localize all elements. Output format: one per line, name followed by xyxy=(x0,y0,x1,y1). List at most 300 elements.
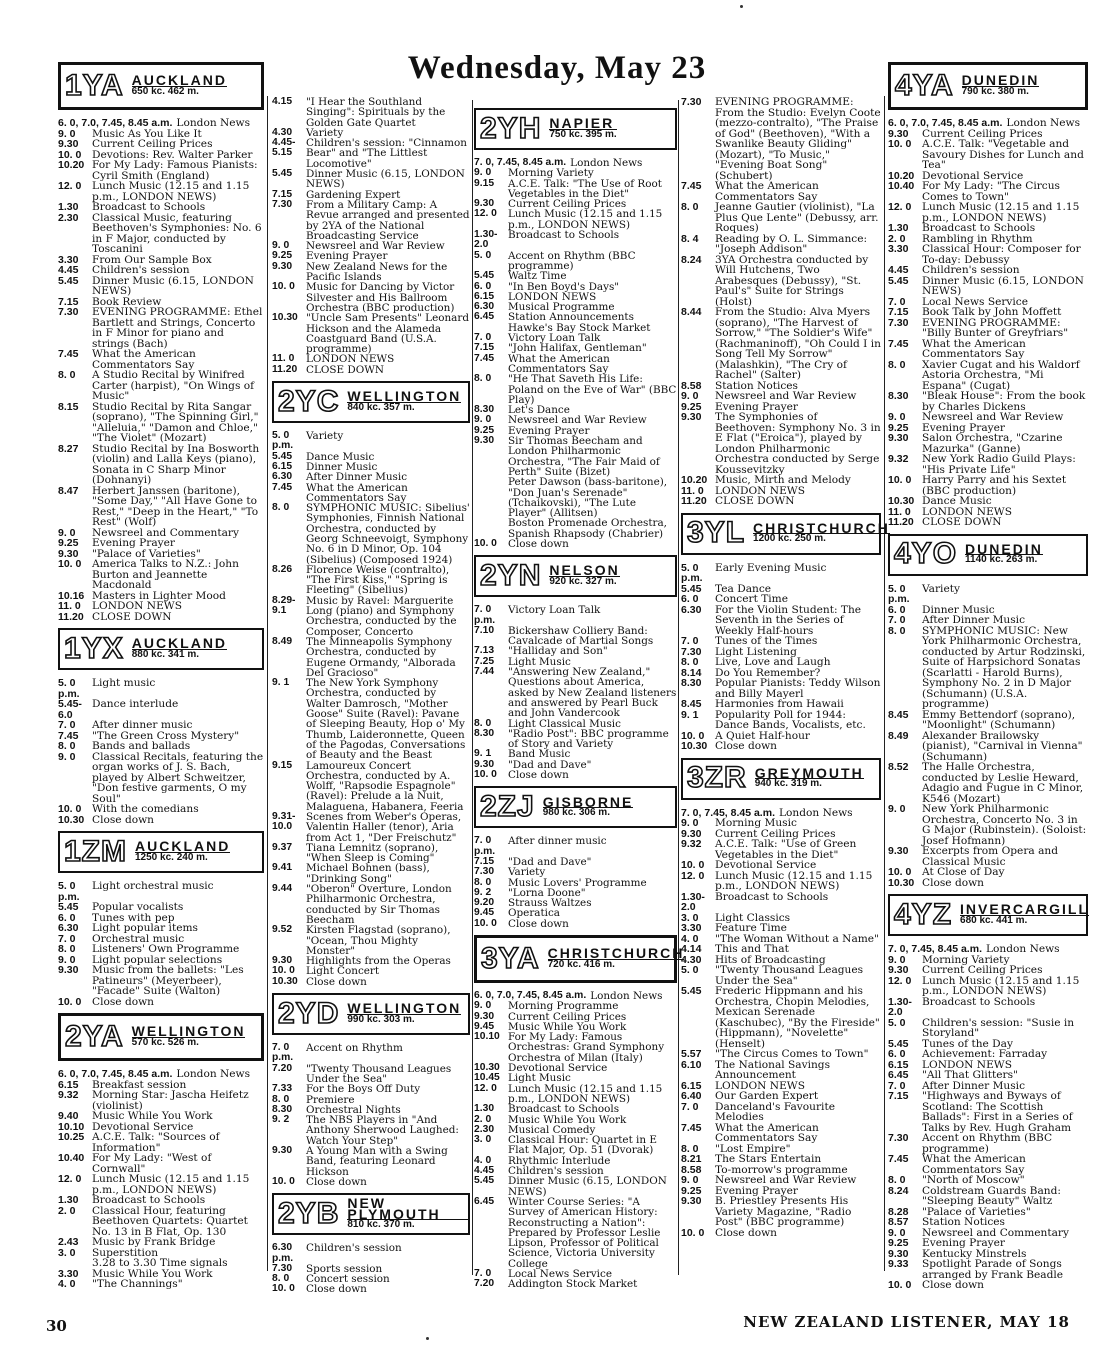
programme-title: EVENING PROGRAMME: "Billy Bunter of Greyfriars" xyxy=(922,316,1069,339)
programme-item xyxy=(681,678,881,699)
programme-item xyxy=(474,436,677,477)
programme-time: 10. 0 xyxy=(681,729,705,742)
programme-title: Evening Prayer xyxy=(715,1184,798,1197)
programme-item xyxy=(58,349,264,370)
programme-time: 1.30 xyxy=(58,201,79,213)
programme-title: Morning Variety xyxy=(508,167,594,180)
programme-title: For the Boys Off Duty xyxy=(306,1083,421,1096)
programme-item xyxy=(681,710,881,731)
programme-title: London News xyxy=(1006,117,1081,129)
programme-title: Variety xyxy=(922,582,960,595)
programme-time: 9.25 xyxy=(58,537,79,549)
programme-time: 8.30 xyxy=(681,677,702,689)
programme-item xyxy=(681,605,881,637)
programme-time: 6.15 xyxy=(888,1058,909,1071)
programme-title: Sports session xyxy=(306,1262,383,1275)
programme-title: Book Review xyxy=(92,295,162,308)
programme-time: 7.45 xyxy=(58,348,79,360)
station-name: CHRISTCHURCH xyxy=(753,519,890,536)
programme-title: Feature Time xyxy=(715,922,787,934)
programme-title: Dance interlude xyxy=(92,698,179,710)
programme-time: 4. 0 xyxy=(681,932,699,945)
programme-title: "Lost Empire" xyxy=(715,1142,791,1155)
programme-title: Early Evening Music xyxy=(715,561,827,574)
programme-item xyxy=(681,839,881,860)
schedule-3zr xyxy=(681,808,881,1239)
programme-time: 9.41 xyxy=(272,862,293,874)
programme-time: 1.30 xyxy=(58,1194,79,1206)
programme-item xyxy=(272,884,470,925)
programme-title: Frederic Hippmann and his Orchestra, Chopin Melodies, Mexican Serenade (Kaschubec), "By the Fireside" (Hippmann), "Novelette" (Henselt) xyxy=(715,985,880,1050)
programme-time: 5. 0 p.m. xyxy=(58,880,80,903)
station-name: AUCKLAND xyxy=(135,838,231,854)
programme-item xyxy=(58,1153,264,1174)
programme-time: 10.30 xyxy=(888,876,915,889)
programme-item xyxy=(272,1064,470,1085)
programme-time: 9.33 xyxy=(888,1258,909,1270)
programme-title: Dinner Music xyxy=(922,603,995,616)
programme-item xyxy=(58,881,264,902)
programme-item xyxy=(681,818,881,829)
programme-item xyxy=(888,433,1088,454)
programme-item xyxy=(272,761,470,812)
programme-title: Children's session xyxy=(306,1242,402,1255)
programme-time: 9. 0 xyxy=(681,390,699,402)
programme-time: 8.44 xyxy=(681,306,702,318)
programme-item xyxy=(272,169,470,190)
station-frequency: 650 kc. 462 m. xyxy=(131,85,199,97)
programme-item xyxy=(272,1274,470,1284)
programme-item xyxy=(272,596,470,637)
programme-item xyxy=(888,391,1088,412)
programme-time: 6.30 p.m. xyxy=(272,1242,294,1264)
programme-title: A Studio Recital by Winifred Carter (harpist), "On Wings of Music" xyxy=(92,369,255,402)
schedule-4yo xyxy=(888,584,1088,889)
programme-time: 12. 0 xyxy=(681,869,705,882)
programme-time: 8.29-9.1 xyxy=(272,594,296,617)
programme-title: Gardening Expert xyxy=(306,188,401,201)
programme-title: Children's session xyxy=(508,1165,604,1178)
programme-time: 3. 0 xyxy=(474,1134,492,1146)
programme-item xyxy=(888,265,1088,276)
programme-title: Let's Dance xyxy=(508,404,570,417)
station-call-sign: 4YO xyxy=(894,537,958,571)
programme-time: 10. 0 xyxy=(272,1175,295,1187)
programme-title: Light Classics xyxy=(715,911,791,924)
programme-item xyxy=(474,760,677,770)
programme-time: 6. 0, 7.0, 7.45, 8.45 a.m. xyxy=(888,117,1003,129)
programme-time: 2. 0 xyxy=(474,1113,492,1125)
programme-title: Newsreel and War Review xyxy=(306,240,445,253)
programme-time: 9. 0 xyxy=(474,414,492,426)
programme-item xyxy=(681,97,881,181)
schedule-2yh xyxy=(474,158,677,549)
programme-title: Children's session: "Susie in Storyland" xyxy=(922,1016,1075,1039)
programme-item xyxy=(474,1176,677,1197)
programme-time: 9.40 xyxy=(58,1110,79,1122)
programme-title: Lunch Music (12.15 and 1.15 p.m., LONDON NEWS) xyxy=(922,974,1080,997)
programme-item xyxy=(681,699,881,710)
programme-time: 5.45 xyxy=(681,582,702,595)
programme-title: A Young Man with a Swing Band, featuring Leonard Hickson xyxy=(306,1145,448,1178)
programme-time: 12. 0 xyxy=(888,974,912,987)
programme-item xyxy=(58,612,264,623)
programme-title: From Our Sample Box xyxy=(92,253,212,266)
programme-item xyxy=(474,209,677,230)
station-header-2yd xyxy=(272,993,470,1035)
programme-title: New York Philharmonic Orchestra, Concerto No. 3 in G Major (Rubinstein). (Soloist: Josef Hofmann) xyxy=(922,803,1087,847)
programme-time: 8.57 xyxy=(888,1216,909,1228)
programme-title: Waltz Time xyxy=(508,270,567,283)
programme-time: 8.58 xyxy=(681,1163,702,1176)
programme-time: 8. 0 xyxy=(58,740,76,752)
programme-time: 5. 0 p.m. xyxy=(58,677,80,700)
programme-title: London News xyxy=(590,990,663,1002)
programme-time: 6.10 xyxy=(681,1058,702,1071)
programme-item xyxy=(58,752,264,805)
programme-title: SYMPHONIC MUSIC: New York Philharmonic Orchestra, conducted by Artur Rodzinski, Suite of Harpsichord Sonatas (Scarlatti - Harold Burns), Symphony No. 2 in D Major (Schumann) (U.S.A. programme) xyxy=(922,624,1086,710)
programme-time: 9.25 xyxy=(888,1237,909,1249)
programme-time xyxy=(58,1258,92,1269)
programme-title: Tunes with pep xyxy=(92,911,175,924)
programme-time: 9.25 xyxy=(474,424,495,436)
programme-title: Broadcast to Schools xyxy=(508,1103,620,1116)
programme-time: 7.30 xyxy=(681,96,702,108)
programme-item xyxy=(272,812,470,843)
column-5 xyxy=(888,56,1088,1291)
programme-time: 7.15 xyxy=(474,342,495,354)
programme-title: Current Ceiling Prices xyxy=(92,138,213,150)
programme-time: 7.15 xyxy=(474,855,495,867)
programme-title: "Twenty Thousand Leagues Under the Sea" xyxy=(715,964,864,987)
programme-item xyxy=(681,412,881,475)
programme-time: 10.30 xyxy=(888,495,915,507)
programme-time: 8.30 xyxy=(474,727,495,739)
programme-item xyxy=(58,965,264,997)
programme-time: 9. 1 xyxy=(272,677,290,689)
station-header-1ya xyxy=(58,62,264,110)
station-header-3ya xyxy=(474,935,685,983)
programme-time: 8.14 xyxy=(681,666,702,679)
programme-title: Broadcast to Schools xyxy=(715,890,829,903)
programme-time: 7. 0 xyxy=(681,1100,699,1113)
schedule-3yl xyxy=(681,563,881,752)
programme-title: Music from the ballets: "Les Patineurs" (Meyerbeer), "Facade" Suite (Walton) xyxy=(92,964,244,997)
programme-item xyxy=(474,919,677,929)
programme-item xyxy=(58,1132,264,1153)
station-header-2yn xyxy=(474,555,677,597)
station-call-sign: 2YB xyxy=(278,1197,340,1231)
programme-title: Music While You Work xyxy=(508,1113,627,1126)
programme-item xyxy=(888,731,1088,763)
programme-title: Classical Recitals, featuring the organ works of J. S. Bach, played by Albert Schweitzer, "Don festive garments, O my Soul" xyxy=(92,750,264,805)
programme-time: 6. 0 xyxy=(474,280,492,292)
programme-time: 10. 0 xyxy=(58,148,82,161)
schedule-3ya-continued xyxy=(681,97,881,507)
programme-item xyxy=(888,1186,1088,1207)
programme-title: Close down xyxy=(922,1279,984,1291)
programme-title: Lunch Music (12.15 and 1.15 p.m., LONDON NEWS) xyxy=(508,208,663,231)
programme-title: Broadcast to Schools xyxy=(922,222,1036,234)
station-name: GREYMOUTH xyxy=(754,764,864,781)
programme-title: LONDON NEWS xyxy=(508,290,597,303)
programme-title: Book Talk by John Moffett xyxy=(922,306,1062,318)
programme-time: 6.45 xyxy=(888,1069,909,1081)
programme-title: CLOSE DOWN xyxy=(922,516,1002,528)
programme-time: 10. 0 xyxy=(272,1283,295,1295)
programme-title: Operatica xyxy=(508,907,560,920)
programme-time: 8.21 xyxy=(681,1153,702,1165)
programme-time: 8.30 xyxy=(474,404,495,416)
programme-time: 7.30 xyxy=(272,198,293,210)
programme-time: 2.30 xyxy=(474,1123,495,1135)
programme-time: 7.20 xyxy=(474,1278,495,1290)
programme-title: What the American Commentators Say xyxy=(508,352,610,375)
programme-item xyxy=(681,1175,881,1186)
programme-time: 8.49 xyxy=(888,729,909,742)
programme-title: Salon Orchestra, "Czarine Mazurka" (Ganne) xyxy=(922,432,1063,455)
programme-title: From a Military Camp: A Revue arranged and presented by 2YA of the National Broadcasting Service xyxy=(306,198,470,242)
programme-title: London News xyxy=(778,806,853,819)
station-header-1zm xyxy=(58,831,264,873)
programme-time: 3. 0 xyxy=(58,1246,76,1259)
programme-title: "Oberon" Overture, London Philharmonic Orchestra, conducted by Sir Thomas Beecham xyxy=(306,883,452,926)
programme-time: 9.30 xyxy=(58,138,79,150)
programme-time: 4. 0 xyxy=(474,1154,492,1166)
programme-title: Variety xyxy=(508,866,546,879)
programme-title: "I Hear the Southland Singing": Spirituals by the Golden Gate Quartet xyxy=(306,96,446,129)
programme-item xyxy=(58,1206,264,1238)
programme-title: Evening Prayer xyxy=(922,421,1005,434)
programme-time: 10.30 xyxy=(272,312,298,324)
programme-title: "Uncle Sam Presents" Leonard Hickson and the Alameda Coastguard Band (U.S.A. programme) xyxy=(306,312,469,356)
programme-title: Accent on Rhythm xyxy=(306,1042,403,1055)
programme-time: 8.24 xyxy=(681,253,702,266)
programme-time: 10. 0 xyxy=(272,281,295,293)
programme-title: Evening Prayer xyxy=(922,1237,1005,1249)
programme-time: 11. 0 xyxy=(681,484,704,497)
programme-title: Music for Dancing by Victor Silvester and His Ballroom Orchestra (BBC production) xyxy=(306,281,455,314)
programme-title: Dinner Music xyxy=(306,460,378,473)
programme-title: A.C.E. Talk: "Vegetable and Savoury Dishes for Lunch and Tea" xyxy=(922,138,1084,171)
programme-title: What the American Commentators Say xyxy=(922,337,1026,360)
programme-title: Current Ceiling Prices xyxy=(922,964,1043,976)
station-call-sign: 2YC xyxy=(278,384,340,418)
programme-time: 11. 0 xyxy=(272,353,295,365)
station-frequency: 720 kc. 416 m. xyxy=(547,958,615,970)
programme-item xyxy=(272,977,470,987)
station-frequency: 940 kc. 319 m. xyxy=(754,778,822,789)
programme-title: Dinner Music (6.15, LONDON NEWS) xyxy=(922,274,1084,297)
programme-time: 9.30 xyxy=(272,1145,293,1157)
programme-item xyxy=(474,770,677,780)
programme-title: Herbert Janssen (baritone), "Some Day," "All Have Gone to Rest," "Deep in the Heart," "To Rest" (Wolf) xyxy=(92,484,259,528)
programme-time: 9. 0 xyxy=(58,953,76,966)
programme-title: Emmy Bettendorf (soprano), "Moonlight" (Schumann) xyxy=(922,708,1076,731)
programme-item xyxy=(888,1217,1088,1228)
programme-title: At Close of Day xyxy=(922,866,1005,878)
programme-item xyxy=(681,307,881,381)
programme-item xyxy=(681,1228,881,1239)
print-speck xyxy=(426,1337,429,1340)
programme-item xyxy=(58,118,264,129)
programme-time: 8.15 xyxy=(58,400,79,413)
programme-item xyxy=(888,615,1088,626)
programme-time: 7. 0, 7.45, 8.45 a.m. xyxy=(888,943,982,955)
programme-item xyxy=(474,251,677,272)
programme-title: Lunch Music (12.15 and 1.15 p.m., LONDON NEWS) xyxy=(92,180,250,203)
programme-item xyxy=(58,402,264,444)
programme-time: 9. 0 xyxy=(681,817,699,829)
programme-time: 10. 0 xyxy=(888,138,912,150)
programme-title: Rhythmic Interlude xyxy=(508,1154,611,1167)
programme-item xyxy=(681,255,881,308)
programme-time: 9.45 xyxy=(474,907,495,919)
programme-time: 10.30 xyxy=(272,975,298,987)
station-name: AUCKLAND xyxy=(131,635,228,651)
programme-time: 7.30 xyxy=(681,645,702,658)
programme-time: 9. 0 xyxy=(888,803,906,815)
programme-time: 7. 0 xyxy=(888,614,906,626)
programme-item xyxy=(681,475,881,486)
programme-item xyxy=(474,179,677,200)
programme-time: 1.30 xyxy=(474,1103,495,1115)
programme-title: Tea Dance xyxy=(715,582,772,595)
programme-item xyxy=(888,1070,1088,1081)
programme-title: Lunch Music (12.15 and 1.15 p.m., LONDON NEWS) xyxy=(92,1173,250,1196)
programme-title: Broadcast to Schools xyxy=(922,995,1036,1008)
programme-item xyxy=(58,1174,264,1195)
programme-time: 11.20 xyxy=(888,516,914,528)
programme-time: 7.45 xyxy=(888,337,909,350)
programme-title: The Minneapolis Symphony Orchestra, conducted by Eugene Ormandy, "Alborada Del Gracioso" xyxy=(306,635,456,679)
programme-title: Newsreel and War Review xyxy=(508,414,647,427)
programme-title: Newsreel and Commentary xyxy=(922,1226,1069,1239)
programme-title: CLOSE DOWN xyxy=(92,610,172,623)
programme-title: Classical Hour, featuring Beethoven Quartets: Quartet No. 13 in B Flat, Op. 130 xyxy=(92,1204,248,1238)
station-frequency: 1250 kc. 240 m. xyxy=(135,851,208,863)
programme-title: "Dad and Dave" xyxy=(508,758,592,771)
programme-title: "He That Saveth His Life: Poland on the Eve of War" (BBC Play) xyxy=(508,373,677,406)
programme-time: 9.32 xyxy=(888,453,909,465)
programme-item xyxy=(474,667,677,718)
programme-time: 8.47 xyxy=(58,484,79,497)
programme-item xyxy=(888,1091,1088,1133)
programme-time: 5.45 xyxy=(58,274,79,287)
programme-item xyxy=(681,1091,881,1102)
programme-time: 10.30 xyxy=(681,740,708,752)
programme-title: LONDON NEWS xyxy=(715,484,805,497)
programme-time: 8. 0 xyxy=(681,201,699,213)
programme-item xyxy=(888,762,1088,804)
programme-item xyxy=(58,1258,264,1269)
programme-item xyxy=(681,741,881,752)
programme-title: Dinner Music (6.15, LONDON NEWS) xyxy=(508,1175,667,1198)
programme-title: Studio Recital by Rita Sangar (soprano), "The Spinning Girl," "Alleluia," "Damon and Chloe," "The Violet" (Mozart) xyxy=(92,400,259,444)
programme-title: Victory Loan Talk xyxy=(508,604,601,617)
programme-item xyxy=(888,867,1088,878)
programme-title: Light Classical Music xyxy=(508,717,621,730)
programme-time: 6.40 xyxy=(681,1090,702,1102)
programme-title: SYMPHONIC MUSIC: Sibelius' Symphonies, Finnish National Orchestra, conducted by Georg Schneevoigt, Symphony No. 6 in D Minor, Op. 104 (Sibelius) (Composed 1924) xyxy=(306,502,470,566)
programme-title: Breakfast session xyxy=(92,1078,187,1091)
schedule-2yc xyxy=(272,431,470,987)
programme-title: Light popular items xyxy=(92,922,198,934)
programme-time: 2.43 xyxy=(58,1236,79,1248)
programme-title: After dinner music xyxy=(92,719,193,731)
programme-title: "Bleak House": From the book by Charles Dickens xyxy=(922,390,1086,413)
programme-time: 7. 0 p.m. xyxy=(474,835,496,857)
station-header-2zj xyxy=(474,786,677,828)
programme-item xyxy=(681,594,881,605)
programme-item xyxy=(681,657,881,668)
programme-time: 9.30 xyxy=(888,432,909,444)
programme-title: Light Listening xyxy=(715,645,797,658)
programme-time: 10. 0 xyxy=(888,474,912,486)
programme-time: 5.45 xyxy=(474,1175,495,1187)
programme-time: 9.30 xyxy=(681,827,702,840)
programme-title: Local News Service xyxy=(508,1268,612,1281)
programme-time: 9.30 xyxy=(681,1195,702,1207)
programme-item xyxy=(58,678,264,699)
programme-time: 10. 0 xyxy=(474,917,497,929)
programme-time: 7.15 xyxy=(888,1090,909,1102)
programme-item xyxy=(272,313,470,354)
programme-time: 9.30 xyxy=(474,758,495,770)
programme-item xyxy=(681,1196,881,1228)
programme-title: After Dinner Music xyxy=(922,1079,1025,1092)
station-name: INVERCARGILL xyxy=(960,901,1090,917)
programme-title: LONDON NEWS xyxy=(922,505,1012,518)
programme-time: 11.20 xyxy=(272,363,298,375)
programme-title: This and That xyxy=(715,943,789,955)
programme-title: Newsreel and War Review xyxy=(922,411,1064,423)
programme-time: 7.13 xyxy=(474,645,495,657)
programme-title: Devotional Service xyxy=(922,169,1024,182)
schedule-2yn xyxy=(474,605,677,780)
schedule-2yb xyxy=(272,1243,470,1294)
programme-time: 8. 4 xyxy=(681,232,699,245)
programme-time: 9.30 xyxy=(474,198,495,210)
programme-item xyxy=(888,307,1088,318)
programme-title: Local News Service xyxy=(922,295,1028,308)
programme-item xyxy=(474,1279,677,1289)
programme-title: Light popular selections xyxy=(92,953,223,966)
programme-time: 5. 0 xyxy=(681,964,699,976)
programme-time: 8.49 xyxy=(272,635,293,647)
programme-item xyxy=(272,365,470,375)
programme-time: 10. 0 xyxy=(474,769,497,781)
station-header-3yl xyxy=(681,513,890,555)
programme-time: 7.30 xyxy=(272,1262,293,1274)
programme-item xyxy=(272,637,470,678)
column-rule xyxy=(884,96,885,1271)
programme-title: Dinner Music (6.15, LONDON NEWS) xyxy=(92,274,254,297)
programme-title: Dance Music xyxy=(306,450,375,463)
programme-time: 4. 0 xyxy=(58,1278,76,1290)
programme-time: 10. 0 xyxy=(681,859,705,871)
programme-title: Morning Variety xyxy=(922,953,1010,966)
programme-time: 8. 0 xyxy=(58,369,76,381)
programme-time: 9. 1 xyxy=(681,708,699,721)
station-frequency: 570 kc. 526 m. xyxy=(131,1036,199,1048)
programme-title: EVENING PROGRAMME: From the Studio: Evelyn Coote (mezzo-contralto), "The Praise of God" (Beethoven), "With a Swanlike Beauty Gliding" (Mozart), "To Music," "Evening Boat Song" (Schubert) xyxy=(715,96,881,182)
programme-time: 11.20 xyxy=(58,610,84,623)
programme-time: 6.30 xyxy=(58,922,79,934)
programme-time: 11.20 xyxy=(681,495,707,507)
programme-item xyxy=(888,339,1088,360)
programme-title: Tiana Lemnitz (soprano), "When Sleep is Coming" xyxy=(306,841,439,865)
